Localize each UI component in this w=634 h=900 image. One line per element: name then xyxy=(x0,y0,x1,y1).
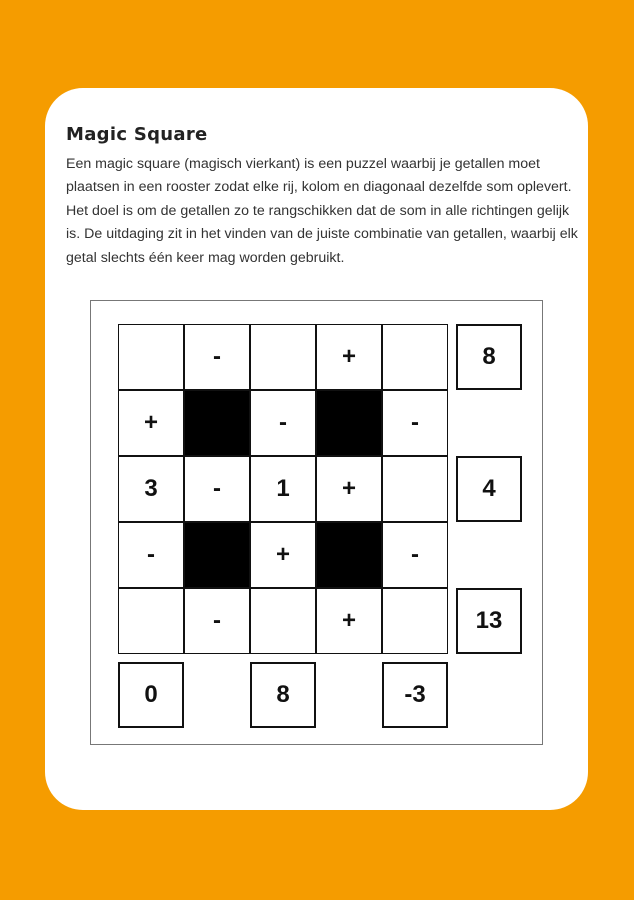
given-number-cell: 3 xyxy=(118,456,184,522)
blocked-cell xyxy=(316,522,382,588)
operator-cell: - xyxy=(184,588,250,654)
operator-cell: + xyxy=(316,456,382,522)
operator-cell: + xyxy=(316,588,382,654)
column-result-box: 0 xyxy=(118,662,184,728)
column-result-box: 8 xyxy=(250,662,316,728)
row-result-box: 13 xyxy=(456,588,522,654)
puzzle-description: Een magic square (magisch vierkant) is een puzzel waarbij je getallen moet plaatsen in een rooster zodat elke rij, kolom en diagonaal dezelfde som oplevert. Het doel is om de getallen zo te rangschikken dat de som in alle richtingen gelijk is. De uitdaging zit in het vinden van de juiste combinatie van getallen, waarbij elk getal slechts één keer mag worden gebruikt. xyxy=(66,156,578,266)
row-result-box: 4 xyxy=(456,456,522,522)
page-title: Magic Square xyxy=(66,124,208,145)
operator-cell: - xyxy=(118,522,184,588)
operator-cell: - xyxy=(382,390,448,456)
operator-cell: - xyxy=(184,324,250,390)
input-cell[interactable] xyxy=(118,324,184,390)
operator-cell: + xyxy=(250,522,316,588)
input-cell[interactable] xyxy=(118,588,184,654)
given-number-cell: 1 xyxy=(250,456,316,522)
blocked-cell xyxy=(184,522,250,588)
column-result-box: -3 xyxy=(382,662,448,728)
input-cell[interactable] xyxy=(382,588,448,654)
operator-cell: + xyxy=(316,324,382,390)
row-result-box: 8 xyxy=(456,324,522,390)
blocked-cell xyxy=(316,390,382,456)
input-cell[interactable] xyxy=(382,324,448,390)
operator-cell: - xyxy=(184,456,250,522)
puzzle-board xyxy=(90,300,543,745)
operator-cell: + xyxy=(118,390,184,456)
input-cell[interactable] xyxy=(250,588,316,654)
blocked-cell xyxy=(184,390,250,456)
operator-cell: - xyxy=(382,522,448,588)
operator-cell: - xyxy=(250,390,316,456)
input-cell[interactable] xyxy=(382,456,448,522)
input-cell[interactable] xyxy=(250,324,316,390)
